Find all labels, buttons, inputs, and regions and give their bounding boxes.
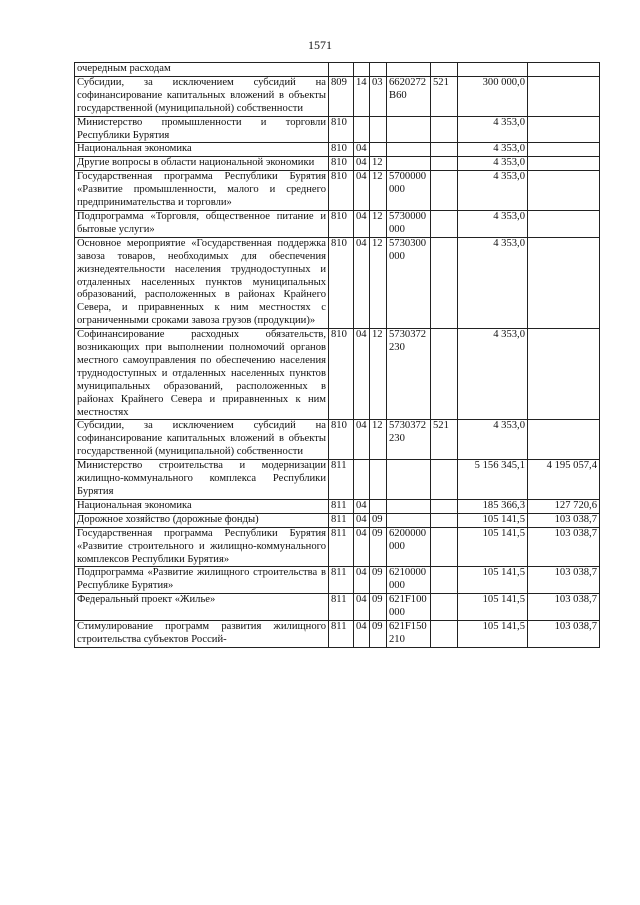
row-section-code-cell: 04 [354, 527, 370, 567]
row-target-code-cell [387, 143, 431, 157]
row-expense-type-cell [431, 527, 458, 567]
row-target-code-cell: 5730372230 [387, 420, 431, 460]
table-row [75, 567, 600, 594]
row-name-cell: Государственная программа Республики Бурятия «Развитие промышленности, малого и среднего предпринимательства и торговли» [75, 171, 329, 211]
row-name-cell: Подпрограмма «Развитие жилищного строительства в Республике Бурятия» [75, 567, 329, 594]
table-row [75, 116, 600, 143]
row-ministry-code-cell: 811 [329, 621, 354, 648]
row-name-cell: Министерство промышленности и торговли Республики Бурятия [75, 116, 329, 143]
row-amount-1-cell: 105 141,5 [458, 513, 528, 527]
row-target-code-cell [387, 513, 431, 527]
row-subsection-code-cell [370, 143, 387, 157]
row-ministry-code-cell: 810 [329, 329, 354, 420]
row-expense-type-cell: 521 [431, 76, 458, 116]
row-amount-1-cell: 4 353,0 [458, 329, 528, 420]
row-expense-type-cell [431, 210, 458, 237]
row-amount-2-cell: 4 195 057,4 [528, 460, 600, 500]
row-name-cell: Другие вопросы в области национальной экономики [75, 157, 329, 171]
row-section-code-cell: 04 [354, 513, 370, 527]
table-row [75, 76, 600, 116]
table-row [75, 210, 600, 237]
row-section-code-cell: 04 [354, 143, 370, 157]
row-amount-2-cell [528, 63, 600, 77]
row-target-code-cell: 621F150210 [387, 621, 431, 648]
table-row [75, 157, 600, 171]
row-target-code-cell: 5730000000 [387, 210, 431, 237]
row-ministry-code-cell: 810 [329, 237, 354, 328]
table-row [75, 499, 600, 513]
row-amount-2-cell [528, 210, 600, 237]
row-amount-2-cell [528, 329, 600, 420]
row-section-code-cell: 04 [354, 420, 370, 460]
row-target-code-cell: 5700000000 [387, 171, 431, 211]
row-expense-type-cell [431, 143, 458, 157]
row-name-cell: Национальная экономика [75, 143, 329, 157]
row-amount-1-cell: 185 366,3 [458, 499, 528, 513]
row-expense-type-cell [431, 157, 458, 171]
row-amount-1-cell [458, 63, 528, 77]
row-ministry-code-cell: 811 [329, 499, 354, 513]
row-amount-2-cell: 103 038,7 [528, 527, 600, 567]
row-amount-2-cell: 103 038,7 [528, 567, 600, 594]
row-ministry-code-cell: 811 [329, 527, 354, 567]
row-amount-2-cell: 127 720,6 [528, 499, 600, 513]
row-name-cell: очередным расходам [75, 63, 329, 77]
table-row [75, 513, 600, 527]
row-amount-2-cell [528, 143, 600, 157]
table-row [75, 460, 600, 500]
table-row [75, 420, 600, 460]
row-ministry-code-cell: 810 [329, 116, 354, 143]
budget-table [74, 62, 600, 648]
row-expense-type-cell [431, 499, 458, 513]
row-subsection-code-cell: 12 [370, 210, 387, 237]
row-section-code-cell: 04 [354, 157, 370, 171]
row-target-code-cell: 5730300000 [387, 237, 431, 328]
row-name-cell: Субсидии, за исключением субсидий на софинансирование капитальных вложений в объекты государственной (муниципальной) собственности [75, 76, 329, 116]
row-name-cell: Субсидии, за исключением субсидий на софинансирование капитальных вложений в объекты государственной (муниципальной) собственности [75, 420, 329, 460]
row-amount-2-cell [528, 171, 600, 211]
row-amount-1-cell: 4 353,0 [458, 116, 528, 143]
row-target-code-cell: 5730372230 [387, 329, 431, 420]
row-amount-2-cell: 103 038,7 [528, 621, 600, 648]
row-target-code-cell [387, 63, 431, 77]
row-section-code-cell: 04 [354, 621, 370, 648]
row-name-cell: Основное мероприятие «Государственная поддержка завоза товаров, необходимых для обеспечения жизнедеятельности населения труднодоступных и отдаленных населенных пунктов муниципальных образований, расположенных в районах Крайнего Севера, и приравненных к ним местностях с ограниченными сроками завоза грузов (продукции)» [75, 237, 329, 328]
row-name-cell: Стимулирование программ развития жилищного строительства субъектов Россий- [75, 621, 329, 648]
row-subsection-code-cell: 12 [370, 171, 387, 211]
row-ministry-code-cell: 809 [329, 76, 354, 116]
row-name-cell: Государственная программа Республики Бурятия «Развитие строительного и жилищно-коммунального комплексов Республики Бурятия» [75, 527, 329, 567]
row-expense-type-cell: 521 [431, 420, 458, 460]
row-name-cell: Национальная экономика [75, 499, 329, 513]
row-target-code-cell [387, 460, 431, 500]
row-name-cell: Софинансирование расходных обязательств, возникающих при выполнении полномочий органов местного самоуправления по обеспечению населения труднодоступных и отдаленных населенных пунктов муниципальных образований, расположенных в районах Крайнего Севера и приравненных к ним местностях [75, 329, 329, 420]
row-target-code-cell: 6200000000 [387, 527, 431, 567]
row-name-cell: Федеральный проект «Жилье» [75, 594, 329, 621]
table-row [75, 143, 600, 157]
row-amount-1-cell: 105 141,5 [458, 621, 528, 648]
row-name-cell: Подпрограмма «Торговля, общественное питание и бытовые услуги» [75, 210, 329, 237]
row-section-code-cell [354, 460, 370, 500]
row-expense-type-cell [431, 171, 458, 211]
row-subsection-code-cell: 12 [370, 329, 387, 420]
row-subsection-code-cell: 09 [370, 621, 387, 648]
row-section-code-cell: 04 [354, 171, 370, 211]
row-target-code-cell: 621F100000 [387, 594, 431, 621]
row-subsection-code-cell: 03 [370, 76, 387, 116]
row-section-code-cell: 04 [354, 237, 370, 328]
row-target-code-cell: 6210000000 [387, 567, 431, 594]
row-amount-1-cell: 4 353,0 [458, 420, 528, 460]
row-ministry-code-cell: 810 [329, 420, 354, 460]
row-ministry-code-cell: 810 [329, 171, 354, 211]
row-target-code-cell [387, 116, 431, 143]
row-amount-2-cell: 103 038,7 [528, 594, 600, 621]
row-amount-1-cell: 300 000,0 [458, 76, 528, 116]
row-section-code-cell: 04 [354, 567, 370, 594]
row-section-code-cell: 04 [354, 499, 370, 513]
row-expense-type-cell [431, 621, 458, 648]
row-subsection-code-cell: 09 [370, 527, 387, 567]
row-section-code-cell: 04 [354, 594, 370, 621]
row-section-code-cell: 04 [354, 329, 370, 420]
row-amount-2-cell [528, 420, 600, 460]
table-row [75, 621, 600, 648]
row-name-cell: Дорожное хозяйство (дорожные фонды) [75, 513, 329, 527]
row-amount-2-cell [528, 76, 600, 116]
row-section-code-cell [354, 116, 370, 143]
row-section-code-cell: 04 [354, 210, 370, 237]
row-ministry-code-cell: 810 [329, 210, 354, 237]
row-section-code-cell [354, 63, 370, 77]
row-subsection-code-cell: 09 [370, 513, 387, 527]
table-row [75, 527, 600, 567]
row-amount-1-cell: 105 141,5 [458, 594, 528, 621]
table-row [75, 237, 600, 328]
row-subsection-code-cell: 12 [370, 157, 387, 171]
row-section-code-cell: 14 [354, 76, 370, 116]
row-amount-2-cell [528, 157, 600, 171]
row-expense-type-cell [431, 116, 458, 143]
row-expense-type-cell [431, 63, 458, 77]
row-amount-1-cell: 4 353,0 [458, 237, 528, 328]
row-ministry-code-cell: 810 [329, 143, 354, 157]
row-target-code-cell [387, 157, 431, 171]
row-subsection-code-cell: 12 [370, 237, 387, 328]
row-amount-1-cell: 4 353,0 [458, 210, 528, 237]
row-subsection-code-cell [370, 499, 387, 513]
row-subsection-code-cell [370, 460, 387, 500]
row-amount-1-cell: 105 141,5 [458, 527, 528, 567]
row-amount-1-cell: 4 353,0 [458, 143, 528, 157]
table-row [75, 63, 600, 77]
row-ministry-code-cell [329, 63, 354, 77]
row-target-code-cell [387, 499, 431, 513]
row-target-code-cell: 6620272В60 [387, 76, 431, 116]
row-subsection-code-cell [370, 116, 387, 143]
row-ministry-code-cell: 810 [329, 157, 354, 171]
row-amount-1-cell: 105 141,5 [458, 567, 528, 594]
row-expense-type-cell [431, 460, 458, 500]
page-number: 1571 [308, 38, 332, 52]
row-amount-2-cell [528, 237, 600, 328]
table-body [75, 63, 600, 648]
row-ministry-code-cell: 811 [329, 513, 354, 527]
row-subsection-code-cell: 09 [370, 567, 387, 594]
row-name-cell: Министерство строительства и модернизации жилищно-коммунального комплекса Республики Бурятия [75, 460, 329, 500]
row-ministry-code-cell: 811 [329, 460, 354, 500]
row-ministry-code-cell: 811 [329, 567, 354, 594]
row-amount-2-cell [528, 116, 600, 143]
row-expense-type-cell [431, 594, 458, 621]
row-expense-type-cell [431, 567, 458, 594]
row-expense-type-cell [431, 237, 458, 328]
table-row [75, 171, 600, 211]
row-ministry-code-cell: 811 [329, 594, 354, 621]
row-amount-2-cell: 103 038,7 [528, 513, 600, 527]
table-row [75, 329, 600, 420]
row-expense-type-cell [431, 329, 458, 420]
row-amount-1-cell: 5 156 345,1 [458, 460, 528, 500]
row-amount-1-cell: 4 353,0 [458, 157, 528, 171]
row-subsection-code-cell: 09 [370, 594, 387, 621]
row-amount-1-cell: 4 353,0 [458, 171, 528, 211]
table-row [75, 594, 600, 621]
row-subsection-code-cell: 12 [370, 420, 387, 460]
row-expense-type-cell [431, 513, 458, 527]
row-subsection-code-cell [370, 63, 387, 77]
